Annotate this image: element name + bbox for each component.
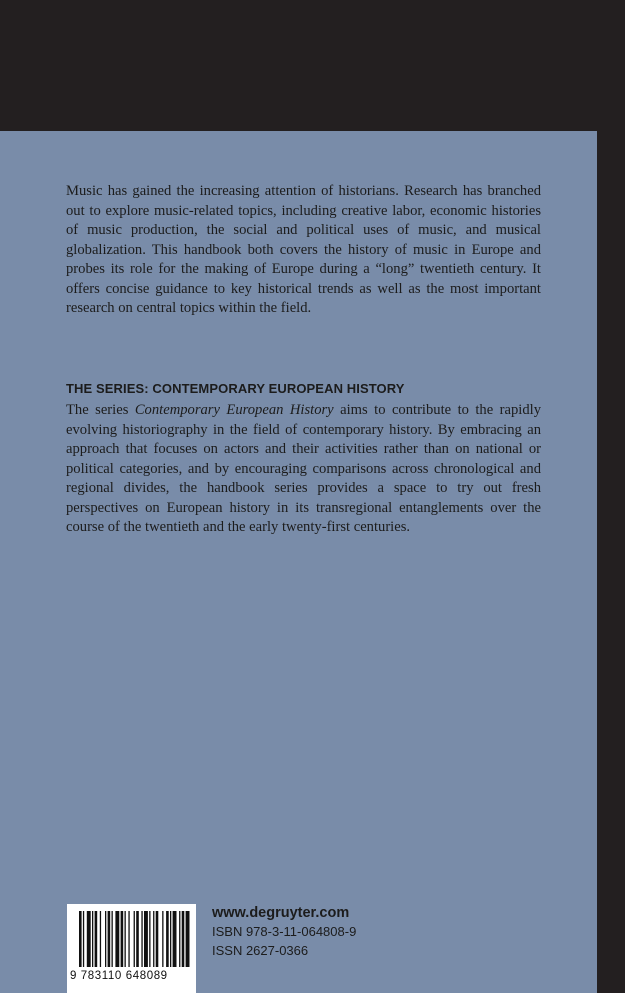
isbn-number: ISBN 978-3-11-064808-9: [212, 924, 357, 939]
issn-number: ISSN 2627-0366: [212, 942, 309, 958]
spine-edge: [597, 131, 625, 993]
top-dark-band: [0, 0, 625, 131]
series-description: [66, 401, 541, 538]
isbn-barcode: [67, 904, 196, 993]
publisher-info: [212, 904, 356, 960]
series-text-before: The series: [66, 402, 135, 418]
book-description: Music has gained the increasing attention of historians. Research has branched out to explore music-related topics, including creative labor, economic histories of music production, the social and political uses of music, and musical globalization. This handbook both covers the history of music in Europe and probes its role for the making of Europe during a “long” twentieth century. It offers concise guidance to key historical trends as well as the most important research on central topics within the field.: [66, 183, 541, 316]
series-title: Contemporary European History: [134, 402, 334, 418]
publisher-url: www.degruyter.com: [212, 905, 350, 921]
series-text-after: aims to contribute to the rapidly evolving historiography in the field of contemporary history. By embracing an approach that focuses on actors and their activities rather than on national or political categories, and by encouraging comparisons across chronological and regional divides, the handbook series provides a space to try out fresh perspectives on European history in its transregional entanglements over the course of the twentieth and the early twenty-first centuries.: [66, 402, 541, 535]
barcode-bars-icon: [67, 904, 196, 970]
series-heading: THE SERIES: CONTEMPORARY EUROPEAN HISTORY: [66, 381, 405, 396]
back-cover-panel: [0, 131, 597, 993]
barcode-digits: 9 783110 648089: [70, 970, 168, 982]
